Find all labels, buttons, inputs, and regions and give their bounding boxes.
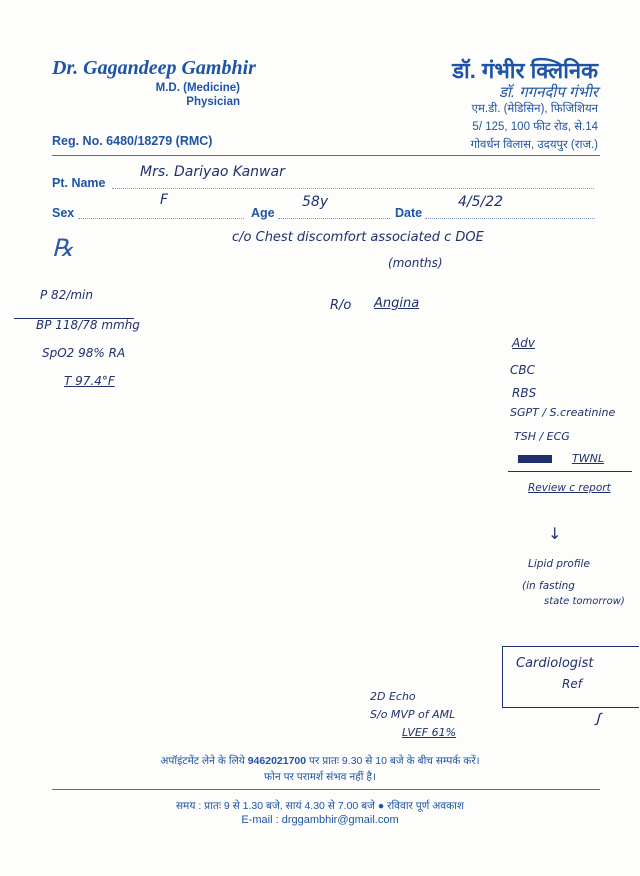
rx-symbol: ℞ <box>52 236 74 262</box>
lipid-line: Lipid profile <box>528 558 590 570</box>
vital-spo2: SpO2 98% RA <box>42 346 126 360</box>
echo-line: LVEF 61% <box>402 726 457 739</box>
ro-label: R/o <box>330 298 352 313</box>
date-label: Date <box>395 206 423 220</box>
advice-item: TSH / ECG <box>514 430 570 443</box>
complaint-line-1: c/o Chest discomfort associated c DOE <box>232 230 484 245</box>
sex-line <box>78 218 244 219</box>
age-label: Age <box>251 206 275 220</box>
footer-divider <box>52 789 600 790</box>
date-line <box>425 218 595 219</box>
advice-item: SGPT / S.creatinine <box>510 406 616 419</box>
signature: ꭍ <box>594 710 600 729</box>
cardiology-line: Ref <box>562 677 582 691</box>
advice-title: Adv <box>512 336 535 350</box>
clinic-timing: समय : प्रातः 9 से 1.30 बजे, सायं 4.30 से 7.00 बजे ● रविवार पूर्ण अवकाश <box>175 800 465 812</box>
down-arrow: ↓ <box>548 524 562 543</box>
age-value: 58y <box>302 194 329 210</box>
qualification: M.D. (Medicine) <box>155 82 240 94</box>
address-line-2: गोवर्धन विलास, उदयपुर (राज.) <box>470 139 598 151</box>
echo-line: 2D Echo <box>370 690 416 703</box>
complaint-line-2: (months) <box>388 256 443 270</box>
echo-line: S/o MVP of AML <box>370 708 456 721</box>
patient-name-line <box>112 188 594 189</box>
lipid-line: state tomorrow) <box>544 596 625 607</box>
patient-name-label: Pt. Name <box>52 176 106 190</box>
appointment-phone: 9462021700 <box>247 755 307 767</box>
ro-value: Angina <box>374 296 420 311</box>
appointment-note: अपॉइंटमेंट लेने के लिये 9462021700 पर प्रातः 9.30 से 10 बजे के बीच सम्पर्क करें। <box>160 755 480 767</box>
advice-item: TWNL <box>572 452 604 465</box>
patient-name-value: Mrs. Dariyao Kanwar <box>140 164 285 180</box>
review-note: Review c report <box>528 482 611 494</box>
vital-pulse: P 82/min <box>40 288 93 302</box>
sex-value: F <box>160 192 169 208</box>
scribble-mark <box>518 455 552 463</box>
doctor-name: Dr. Gagandeep Gambhir <box>52 57 256 79</box>
vital-temp: T 97.4°F <box>64 374 115 388</box>
sex-label: Sex <box>52 206 75 220</box>
designation: Physician <box>186 96 240 108</box>
header-divider <box>52 155 600 156</box>
clinic-name-hindi: डॉ. गंभीर क्लिनिक <box>452 58 598 83</box>
advice-item: RBS <box>512 386 537 400</box>
qualification-hindi: एम.डी. (मेडिसिन), फिजिशियन <box>471 103 598 115</box>
advice-item: CBC <box>510 363 535 377</box>
cardiology-line: Cardiologist <box>516 656 594 671</box>
registration-number: Reg. No. 6480/18279 (RMC) <box>52 134 213 148</box>
phone-consult-note: फोन पर परामर्श संभव नहीं है। <box>264 771 376 783</box>
age-line <box>278 218 390 219</box>
vital-bp: BP 118/78 mmhg <box>36 318 140 332</box>
address-line-1: 5/ 125, 100 फीट रोड, से.14 <box>472 121 598 133</box>
date-value: 4/5/22 <box>458 194 504 210</box>
lipid-line: (in fasting <box>522 580 575 592</box>
advice-divider <box>508 471 632 472</box>
doctor-name-hindi: डॉ. गगनदीप गंभीर <box>498 84 598 101</box>
email: E-mail : drggambhir@gmail.com <box>241 814 399 826</box>
